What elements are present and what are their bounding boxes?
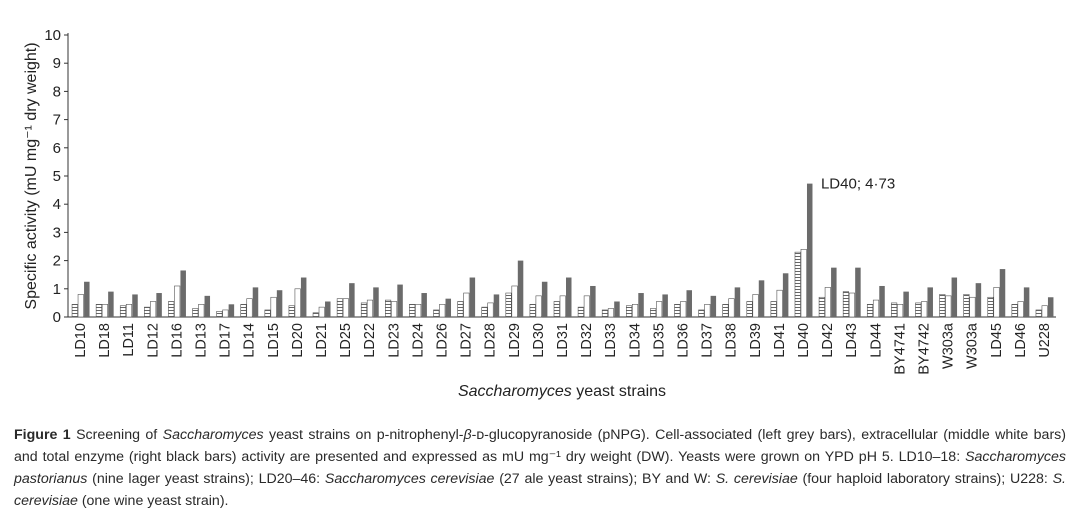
bar-total xyxy=(156,293,162,317)
bar-extracellular xyxy=(174,286,180,317)
bar-extracellular xyxy=(994,287,1000,317)
x-tick-label: LD15 xyxy=(265,323,282,358)
bar-cell-associated xyxy=(964,294,970,317)
x-tick-label: LD30 xyxy=(530,323,547,358)
bar-extracellular xyxy=(849,293,855,317)
bar-total xyxy=(446,299,452,317)
caption-text: (nine lager yeast strains); LD20–46: xyxy=(87,471,325,487)
bar-cell-associated xyxy=(434,310,440,317)
x-tick-label: LD42 xyxy=(820,323,837,358)
bar-cell-associated xyxy=(409,304,415,317)
bar-extracellular xyxy=(946,296,952,317)
x-tick-label: LD36 xyxy=(675,323,692,358)
x-tick-label: LD13 xyxy=(193,323,210,358)
bar-cell-associated xyxy=(313,313,319,317)
x-tick-label: LD21 xyxy=(314,323,331,358)
caption-italic-text: Saccharomyces xyxy=(162,427,264,443)
bar-total xyxy=(903,292,909,317)
bar-extracellular xyxy=(729,299,735,317)
x-tick-label: LD26 xyxy=(434,323,451,358)
caption-italic-text: Saccharomyces cerevisiae xyxy=(324,471,495,487)
bar-extracellular xyxy=(367,300,373,317)
bar-extracellular xyxy=(777,290,783,317)
bar-total xyxy=(349,283,355,317)
bar-total xyxy=(976,283,982,317)
bar-total xyxy=(662,294,668,317)
bar-extracellular xyxy=(247,299,253,317)
bar-total xyxy=(566,278,572,317)
bar-total xyxy=(301,278,307,317)
bar-total xyxy=(84,282,90,317)
caption-text: (four haploid laboratory strains); U228: xyxy=(797,471,1053,487)
bar-cell-associated xyxy=(96,304,102,317)
bar-total xyxy=(205,296,211,317)
x-tick-label: LD18 xyxy=(97,323,114,358)
x-tick-label: U228 xyxy=(1036,323,1053,358)
bar-extracellular xyxy=(801,249,807,317)
bar-cell-associated xyxy=(626,306,632,317)
bar-extracellular xyxy=(488,303,494,317)
bar-cell-associated xyxy=(650,309,656,317)
bar-extracellular xyxy=(391,301,397,317)
y-tick-label: 4 xyxy=(52,196,61,214)
bar-cell-associated xyxy=(193,309,199,317)
bar-total xyxy=(952,278,958,317)
y-axis-label: Specific activity (mU mg⁻¹ dry weight) xyxy=(23,42,40,310)
bar-extracellular xyxy=(584,296,590,317)
bar-cell-associated xyxy=(602,310,608,317)
bar-total xyxy=(927,287,933,317)
caption-text: (one wine yeast strain). xyxy=(77,493,229,509)
x-tick-label: LD24 xyxy=(410,323,427,358)
x-tick-label: LD14 xyxy=(241,323,258,358)
bar-total xyxy=(518,261,524,317)
bar-cell-associated xyxy=(795,252,801,317)
bar-cell-associated xyxy=(554,301,560,317)
caption-text: Screening of xyxy=(70,427,163,443)
x-tick-label: LD32 xyxy=(579,323,596,358)
bar-extracellular xyxy=(199,304,205,317)
bar-cell-associated xyxy=(385,300,391,317)
bar-extracellular xyxy=(608,309,614,317)
bar-total xyxy=(542,282,548,317)
x-tick-label: LD16 xyxy=(169,323,186,358)
bar-cell-associated xyxy=(578,307,584,317)
bar-cell-associated xyxy=(482,307,488,317)
bar-extracellular xyxy=(897,304,903,317)
x-tick-label: LD25 xyxy=(338,323,355,358)
x-tick-label: LD22 xyxy=(362,323,379,358)
caption-text: yeast strains on p-nitrophenyl- xyxy=(263,427,464,443)
bar-total xyxy=(807,184,813,317)
caption-italic-text: β xyxy=(463,427,472,443)
bar-cell-associated xyxy=(1012,304,1018,317)
bar-cell-associated xyxy=(723,304,729,317)
x-tick-label: LD40 xyxy=(795,323,812,358)
bar-extracellular xyxy=(223,310,229,317)
x-tick-label: LD37 xyxy=(699,323,716,358)
x-tick-label: BY4742 xyxy=(916,323,933,375)
bar-extracellular xyxy=(440,304,446,317)
bar-total xyxy=(783,273,789,317)
bar-cell-associated xyxy=(1036,310,1042,317)
x-tick-label: LD34 xyxy=(627,323,644,358)
bar-cell-associated xyxy=(168,301,174,317)
x-tick-label: BY4741 xyxy=(892,323,909,375)
bar-extracellular xyxy=(78,294,84,317)
bar-cell-associated xyxy=(940,294,946,317)
caption-text: (27 ale yeast strains); BY and W: xyxy=(494,471,716,487)
caption-text: -ᴅ-glucopyranoside (pNPG). Cell-associated (left grey bars), extracellular (middle white bars) and total enzyme (right black bars) activity are presented and expressed as mU mg⁻¹ dry weight (DW). Yeasts were grown on YPD pH 5. LD10–18: xyxy=(14,427,1066,465)
bar-total xyxy=(1048,297,1054,317)
bar-cell-associated xyxy=(144,307,150,317)
bar-cell-associated xyxy=(843,292,849,317)
bar-total xyxy=(686,290,692,317)
bar-cell-associated xyxy=(217,311,223,317)
bar-extracellular xyxy=(656,301,662,317)
bar-total xyxy=(759,280,765,317)
bar-extracellular xyxy=(271,297,277,317)
bar-extracellular xyxy=(102,304,108,317)
bar-cell-associated xyxy=(241,304,247,317)
bar-extracellular xyxy=(560,296,566,317)
caption-body xyxy=(14,427,1066,509)
bar-cell-associated xyxy=(891,303,897,317)
bar-total xyxy=(1000,269,1006,317)
bar-cell-associated xyxy=(72,304,78,317)
bar-cell-associated xyxy=(289,306,295,317)
x-tick-label: LD35 xyxy=(651,323,668,358)
x-tick-label: LD23 xyxy=(386,323,403,358)
bar-total xyxy=(735,287,741,317)
bar-extracellular xyxy=(319,307,325,317)
caption-label: Figure 1 xyxy=(14,427,71,443)
bar-total xyxy=(470,278,476,317)
bar-total xyxy=(879,286,885,317)
bar-total xyxy=(590,286,596,317)
x-tick-label: LD20 xyxy=(289,323,306,358)
x-tick-label: LD46 xyxy=(1012,323,1029,358)
x-tick-label: LD29 xyxy=(506,323,523,358)
x-tick-label: W303a xyxy=(940,323,957,369)
x-tick-label: LD41 xyxy=(771,323,788,358)
bar-extracellular xyxy=(680,301,686,317)
bar-total xyxy=(711,296,717,317)
bar-extracellular xyxy=(970,297,976,317)
bar-total xyxy=(108,292,114,317)
x-tick-label: LD17 xyxy=(217,323,234,358)
y-tick-label: 1 xyxy=(52,280,61,298)
bar-cell-associated xyxy=(120,306,126,317)
bar-total xyxy=(614,301,620,317)
peak-annotation: LD40; 4·73 xyxy=(820,175,896,193)
caption-italic-text: Saccharomyces pastorianus xyxy=(14,449,1066,487)
bar-extracellular xyxy=(705,304,711,317)
x-tick-label: LD44 xyxy=(868,323,885,358)
bar-total xyxy=(180,270,186,317)
bar-total xyxy=(397,285,403,317)
x-tick-label: LD39 xyxy=(747,323,764,358)
bar-total xyxy=(325,301,331,317)
y-tick-label: 0 xyxy=(52,309,61,326)
bar-extracellular xyxy=(415,304,421,317)
bar-extracellular xyxy=(150,301,156,317)
y-tick-label: 7 xyxy=(52,111,61,129)
bar-total xyxy=(855,268,861,317)
y-tick-label: 6 xyxy=(52,139,61,157)
x-tick-label: LD33 xyxy=(603,323,620,358)
bar-cell-associated xyxy=(337,299,343,317)
bar-extracellular xyxy=(873,300,879,317)
y-tick-label: 5 xyxy=(52,168,61,185)
bar-extracellular xyxy=(126,304,131,317)
caption-italic-text: S. cerevisiae xyxy=(14,471,1066,509)
y-tick-label: 9 xyxy=(52,55,61,73)
bar-extracellular xyxy=(343,299,349,317)
bar-extracellular xyxy=(1042,306,1048,317)
bar-extracellular xyxy=(825,287,831,317)
bar-cell-associated xyxy=(771,301,777,317)
bar-cell-associated xyxy=(988,297,994,317)
bar-cell-associated xyxy=(265,310,271,317)
bar-total xyxy=(373,287,379,317)
bar-extracellular xyxy=(1018,301,1024,317)
caption-italic-text: S. cerevisiae xyxy=(715,471,798,487)
bar-cell-associated xyxy=(819,297,825,317)
y-tick-label: 3 xyxy=(52,224,61,242)
x-axis-label: Saccharomyces yeast strains xyxy=(457,383,667,400)
y-tick-label: 2 xyxy=(52,252,61,270)
x-tick-label: LD11 xyxy=(121,323,138,357)
x-tick-label: LD38 xyxy=(723,323,740,358)
bar-cell-associated xyxy=(747,301,753,317)
bar-extracellular xyxy=(512,286,518,317)
bar-total xyxy=(1024,287,1030,317)
bar-extracellular xyxy=(921,301,927,317)
bar-total xyxy=(421,293,427,317)
bar-total xyxy=(831,268,837,317)
bar-total xyxy=(132,294,138,317)
bar-cell-associated xyxy=(361,303,367,317)
bar-cell-associated xyxy=(867,304,873,317)
bar-extracellular xyxy=(753,294,759,317)
x-tick-label: LD28 xyxy=(482,322,499,358)
figure-caption xyxy=(14,424,1066,512)
x-tick-label: LD12 xyxy=(145,323,162,358)
bar-total xyxy=(638,293,644,317)
y-tick-label: 8 xyxy=(52,83,61,101)
x-tick-label: LD43 xyxy=(844,323,861,358)
bar-total xyxy=(253,287,258,317)
bar-total xyxy=(229,304,235,317)
bar-total xyxy=(494,294,500,317)
bar-extracellular xyxy=(632,304,638,317)
x-tick-label: LD45 xyxy=(988,323,1005,358)
bar-extracellular xyxy=(536,296,542,317)
bar-cell-associated xyxy=(506,293,512,317)
bar-cell-associated xyxy=(699,310,705,317)
x-tick-label: LD31 xyxy=(555,323,571,358)
bar-extracellular xyxy=(295,289,301,317)
x-tick-label: LD10 xyxy=(73,323,90,358)
x-tick-label: LD27 xyxy=(458,323,475,358)
bar-cell-associated xyxy=(458,301,464,317)
bar-cell-associated xyxy=(915,303,921,317)
x-tick-label: W303a xyxy=(964,323,981,369)
bar-cell-associated xyxy=(674,304,680,317)
y-tick-label: 10 xyxy=(44,27,61,44)
bar-cell-associated xyxy=(530,304,536,317)
bar-total xyxy=(277,290,283,317)
bar-extracellular xyxy=(464,293,470,317)
